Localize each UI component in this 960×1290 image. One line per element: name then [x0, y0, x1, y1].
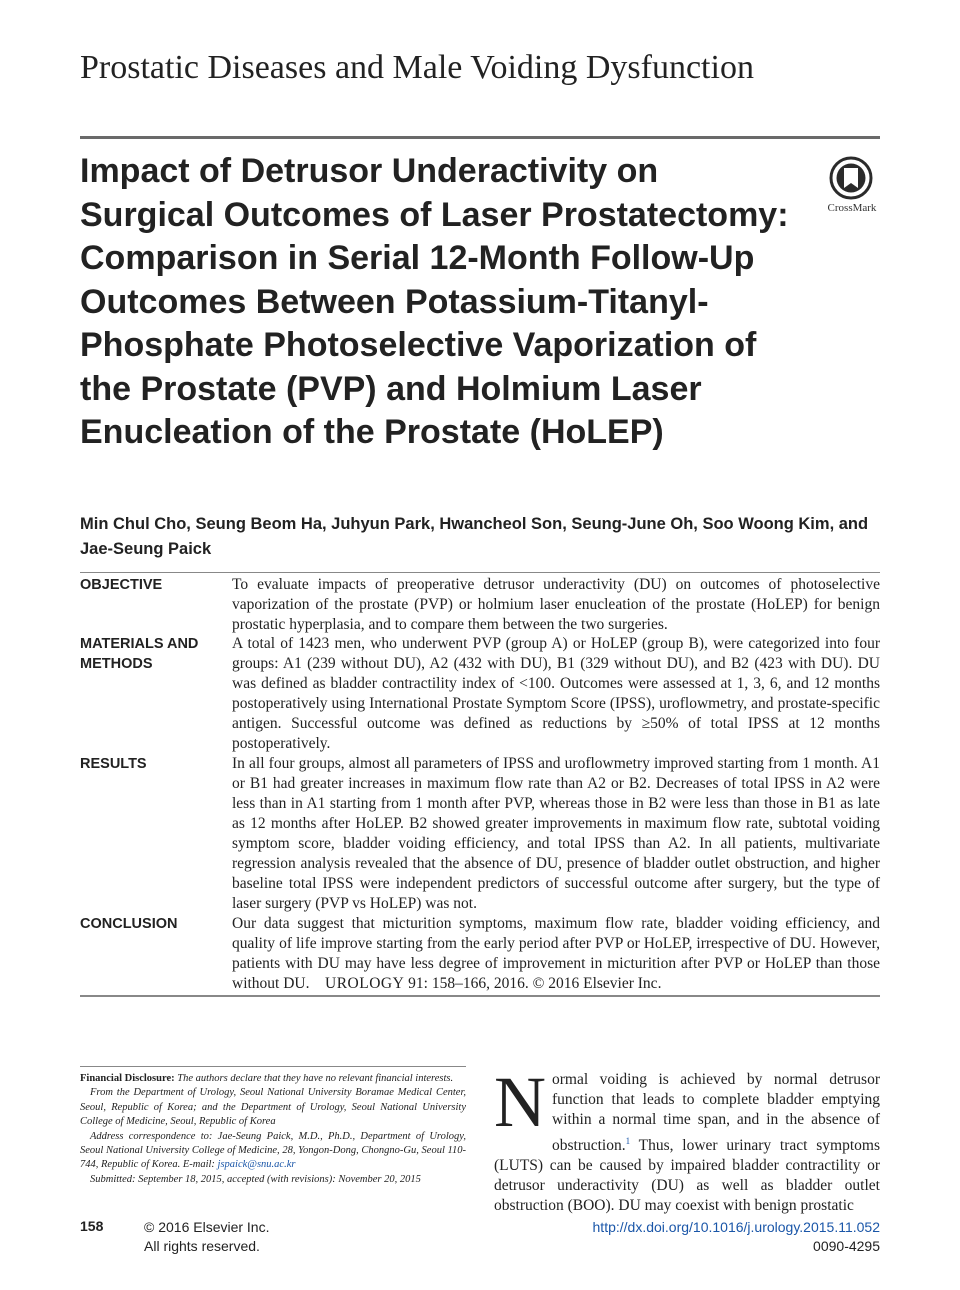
disclosure-label: Financial Disclosure: — [80, 1073, 175, 1084]
methods-label-line2: METHODS — [80, 656, 153, 672]
conclusion-label: CONCLUSION — [80, 916, 178, 932]
drop-cap: N — [494, 1062, 546, 1142]
footnote-rule — [80, 1066, 466, 1067]
article-title: Impact of Detrusor Underactivity on Surgical Outcomes of Laser Prostatectomy: Comparison in Serial 12-Month Follow-Up Outcomes Between Potassium-Titanyl-Phosphate Photoselective Vaporization of the Prostate (PVP) and Holmium Laser Enucleation of the Prostate (HoLEP) — [80, 152, 789, 451]
objective-text: To evaluate impacts of preoperative detrusor underactivity (DU) on outcomes of photoselective vaporization of the prostate (PVP) or holmium laser enucleation of the prostate (HoLEP) for benign prostatic hyperplasia, and to compare them between the two surgeries. — [232, 576, 880, 633]
intro-text-2: Thus, lower urinary tract symptoms (LUTS) can be caused by impaired bladder contractility or detrusor underactivity (DU) as well as bladder outlet obstruction (BOO). DU may coexist with benign prostatic — [494, 1136, 880, 1215]
abstract-top-rule — [80, 572, 880, 573]
financial-disclosure — [80, 1072, 466, 1086]
copyright-line: © 2016 Elsevier Inc. — [144, 1219, 270, 1235]
submission-dates — [80, 1173, 466, 1187]
rights-line: All rights reserved. — [144, 1238, 260, 1254]
conclusion-text: Our data suggest that micturition symptoms, maximum flow rate, bladder voiding efficiency, and quality of life improve starting from the early period after PVP or HoLEP, irrespective of DU. However, patients with DU may have less degree of improvement in micturition after PVP or HoLEP than those without DU. — [232, 915, 880, 992]
disclosure-text: The authors declare that they have no relevant financial interests. — [177, 1073, 454, 1084]
correspondence — [80, 1130, 466, 1173]
correspondence-text: Address correspondence to: Jae-Seung Paick, M.D., Ph.D., Department of Urology, Seoul National University College of Medicine, 28, Yongon-Dong, Chongno-Gu, Seoul 110-744, Republic of Korea. E-mail: — [80, 1130, 466, 1171]
citation-journal: UROLOGY — [325, 975, 405, 992]
intro-text-1: ormal voiding is achieved by normal detrusor function that leads to complete bladder emptying within a normal time span, and in the absence of obstruction. — [552, 1071, 880, 1154]
affiliation-text: From the Department of Urology, Seoul National University Boramae Medical Center, Seoul, Republic of Korea; and the Department of Urology, Seoul National University College of Medicine, Seoul, Republic of Korea — [80, 1087, 466, 1128]
header-rule — [80, 136, 880, 139]
section-title: Prostatic Diseases and Male Voiding Dysfunction — [80, 49, 754, 86]
footnotes — [80, 1072, 466, 1187]
affiliation — [80, 1086, 466, 1129]
abstract-bottom-rule — [80, 995, 880, 997]
methods-text: A total of 1423 men, who underwent PVP (group A) or HoLEP (group B), were categorized into four groups: A1 (239 without DU), A2 (432 with DU), B1 (329 without DU), and B2 (423 with DU). DU was defined as bladder contractility index of <100. Outcomes were assessed at 1, 3, 6, and 12 months postoperatively using International Prostate Symptom Score (IPSS), uroflowmetry, and prostate-specific antigen. Successful outcome was defined as reductions by ≥50% of total IPSS at 12 months postoperatively. — [232, 635, 880, 752]
results-label: RESULTS — [80, 756, 147, 772]
author-list: Min Chul Cho, Seung Beom Ha, Juhyun Park, Hwancheol Son, Seung-June Oh, Soo Woong Kim, and Jae-Seung Paick — [80, 515, 869, 558]
page-number: 158 — [80, 1218, 104, 1234]
methods-label-line1: MATERIALS AND — [80, 636, 199, 652]
crossmark-label: CrossMark — [827, 202, 877, 214]
submitted-text: Submitted: September 18, 2015, accepted (with revisions): November 20, 2015 — [90, 1173, 421, 1185]
footer-copyright — [144, 1218, 270, 1256]
doi-link[interactable]: http://dx.doi.org/10.1016/j.urology.2015.11.052 — [592, 1219, 880, 1235]
issn: 0090-4295 — [813, 1238, 880, 1254]
reference-link[interactable]: 1 — [625, 1135, 631, 1146]
footer-doi — [593, 1218, 880, 1256]
citation-details: 91: 158–166, 2016. © 2016 Elsevier Inc. — [408, 975, 662, 992]
email-link[interactable]: jspaick@snu.ac.kr — [217, 1159, 296, 1171]
results-text: In all four groups, almost all parameters of IPSS and uroflowmetry improved starting from 1 month. A1 or B1 had greater increases in maximum flow rate than A2 or B2. Decreases of total IPSS in A2 were less than in A1 starting from 1 month after PVP, whereas those in B2 were less than those in B1 as late as 12 months after HoLEP. B2 showed greater improvements in maximum flow rate, subtotal voiding symptom score, bladder voiding efficiency, and total IPSS than A2. In all patients, multivariate regression analysis revealed that the absence of DU, presence of bladder outlet obstruction, and higher baseline total IPSS were independent predictors of successful outcome after surgery, but the type of laser surgery (PVP vs HoLEP) was not. — [232, 755, 880, 912]
methods-label — [80, 634, 225, 674]
conclusion-paragraph — [232, 914, 880, 994]
objective-label: OBJECTIVE — [80, 577, 163, 593]
intro-paragraph — [494, 1062, 880, 1217]
